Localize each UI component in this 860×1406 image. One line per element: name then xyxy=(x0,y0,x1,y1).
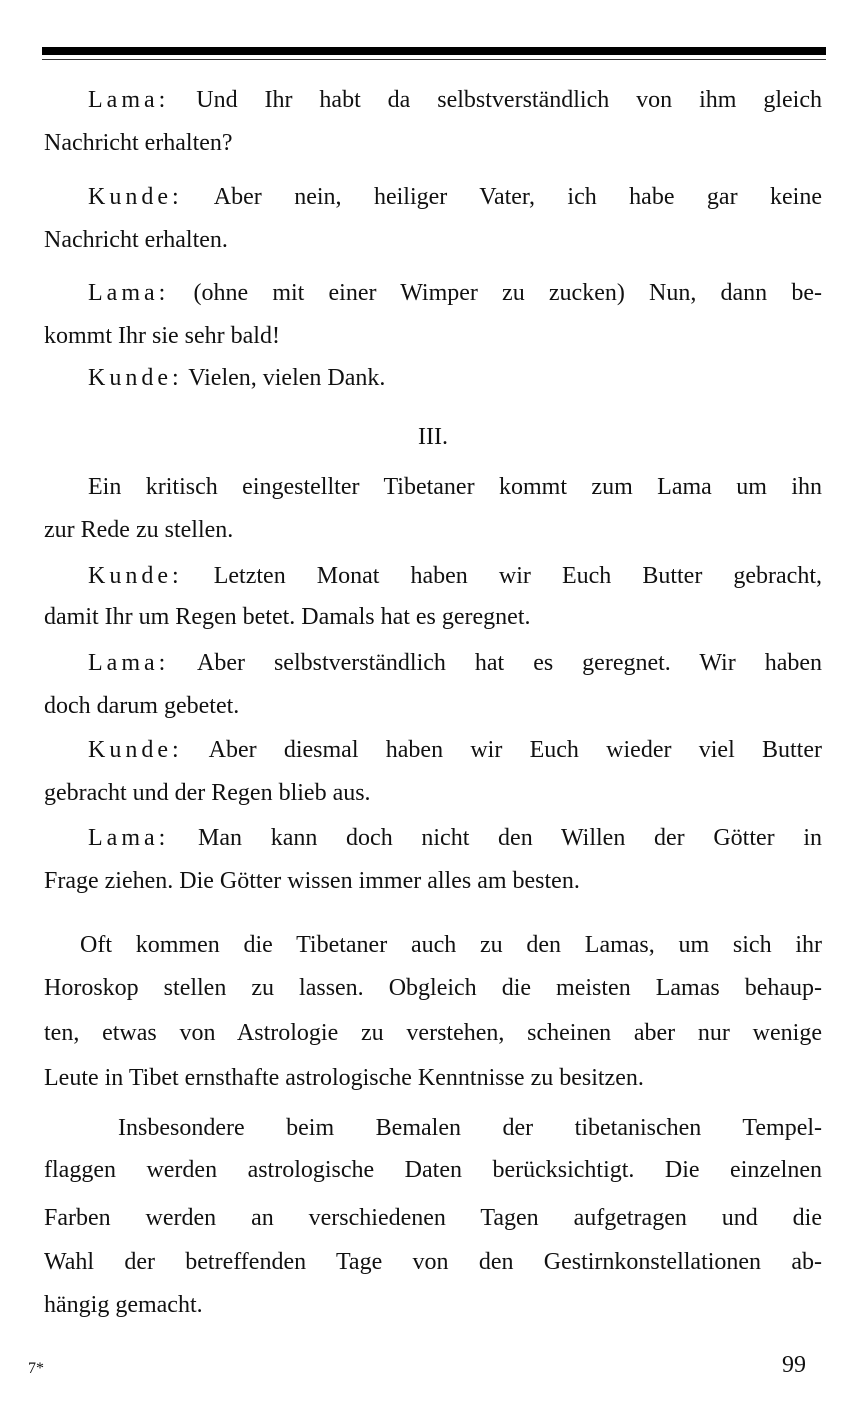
text-line: Insbesondere beim Bemalen der tibetanischen Tempel- xyxy=(118,1115,822,1141)
text-line: zur Rede zu stellen. xyxy=(44,517,234,543)
line-text: Man kann doch nicht den Willen der Götter in xyxy=(198,825,823,851)
text-line: ten, etwas von Astrologie zu verstehen, scheinen aber nur wenige xyxy=(44,1020,822,1046)
text-line: Oft kommen die Tibetaner auch zu den Lamas, um sich ihr xyxy=(80,932,822,958)
text-line: Frage ziehen. Die Götter wissen immer alles am besten. xyxy=(44,868,580,894)
line-text: Aber diesmal haben wir Euch wieder viel Butter xyxy=(208,737,822,763)
dialogue-line xyxy=(88,820,822,856)
text-line: Wahl der betreffenden Tage von den Gestirnkonstellationen ab- xyxy=(44,1249,822,1275)
text-line: Nachricht erhalten? xyxy=(44,130,233,156)
line-text: Aber nein, heiliger Vater, ich habe gar keine xyxy=(213,184,822,210)
text-line: Leute in Tibet ernsthafte astrologische Kenntnisse zu besitzen. xyxy=(44,1065,644,1091)
section-heading: III. xyxy=(418,424,448,450)
speaker-label: Kunde: xyxy=(88,365,183,391)
line-text: Aber selbstverständlich hat es geregnet. Wir haben xyxy=(196,650,822,676)
text-line: kommt Ihr sie sehr bald! xyxy=(44,323,280,349)
text-line: Farben werden an verschiedenen Tagen aufgetragen und die xyxy=(44,1205,822,1231)
text-line: damit Ihr um Regen betet. Damals hat es geregnet. xyxy=(44,604,531,630)
speaker-label: Lama: xyxy=(88,280,170,306)
dialogue-line xyxy=(88,645,822,681)
dialogue-line xyxy=(88,732,822,768)
speaker-label: Kunde: xyxy=(88,563,183,589)
header-rule-thin xyxy=(42,59,826,60)
line-text: (ohne mit einer Wimper zu zucken) Nun, dann be- xyxy=(193,280,822,306)
dialogue-line xyxy=(88,275,822,311)
text-line: Horoskop stellen zu lassen. Obgleich die meisten Lamas behaup- xyxy=(44,975,822,1001)
dialogue-line xyxy=(88,82,822,118)
speaker-label: Kunde: xyxy=(88,737,183,763)
text-line: Nachricht erhalten. xyxy=(44,227,228,253)
line-text: Vielen, vielen Dank. xyxy=(188,365,386,391)
speaker-label: Lama: xyxy=(88,825,170,851)
text-line: hängig gemacht. xyxy=(44,1292,203,1318)
text-line: gebracht und der Regen blieb aus. xyxy=(44,780,371,806)
header-rule-thick xyxy=(42,47,826,55)
text-line: Ein kritisch eingestellter Tibetaner kommt zum Lama um ihn xyxy=(88,474,822,500)
signature-mark: 7* xyxy=(28,1360,44,1377)
line-text: Und Ihr habt da selbstverständlich von ihm gleich xyxy=(196,87,822,113)
page-number: 99 xyxy=(782,1352,806,1378)
dialogue-line xyxy=(88,179,822,215)
speaker-label: Kunde: xyxy=(88,184,183,210)
dialogue-line xyxy=(88,558,822,594)
text-line: doch darum gebetet. xyxy=(44,693,240,719)
dialogue-line xyxy=(88,360,860,396)
speaker-label: Lama: xyxy=(88,650,170,676)
speaker-label: Lama: xyxy=(88,87,170,113)
text-line: flaggen werden astrologische Daten berücksichtigt. Die einzelnen xyxy=(44,1157,822,1183)
line-text: Letzten Monat haben wir Euch Butter gebracht, xyxy=(213,563,823,589)
